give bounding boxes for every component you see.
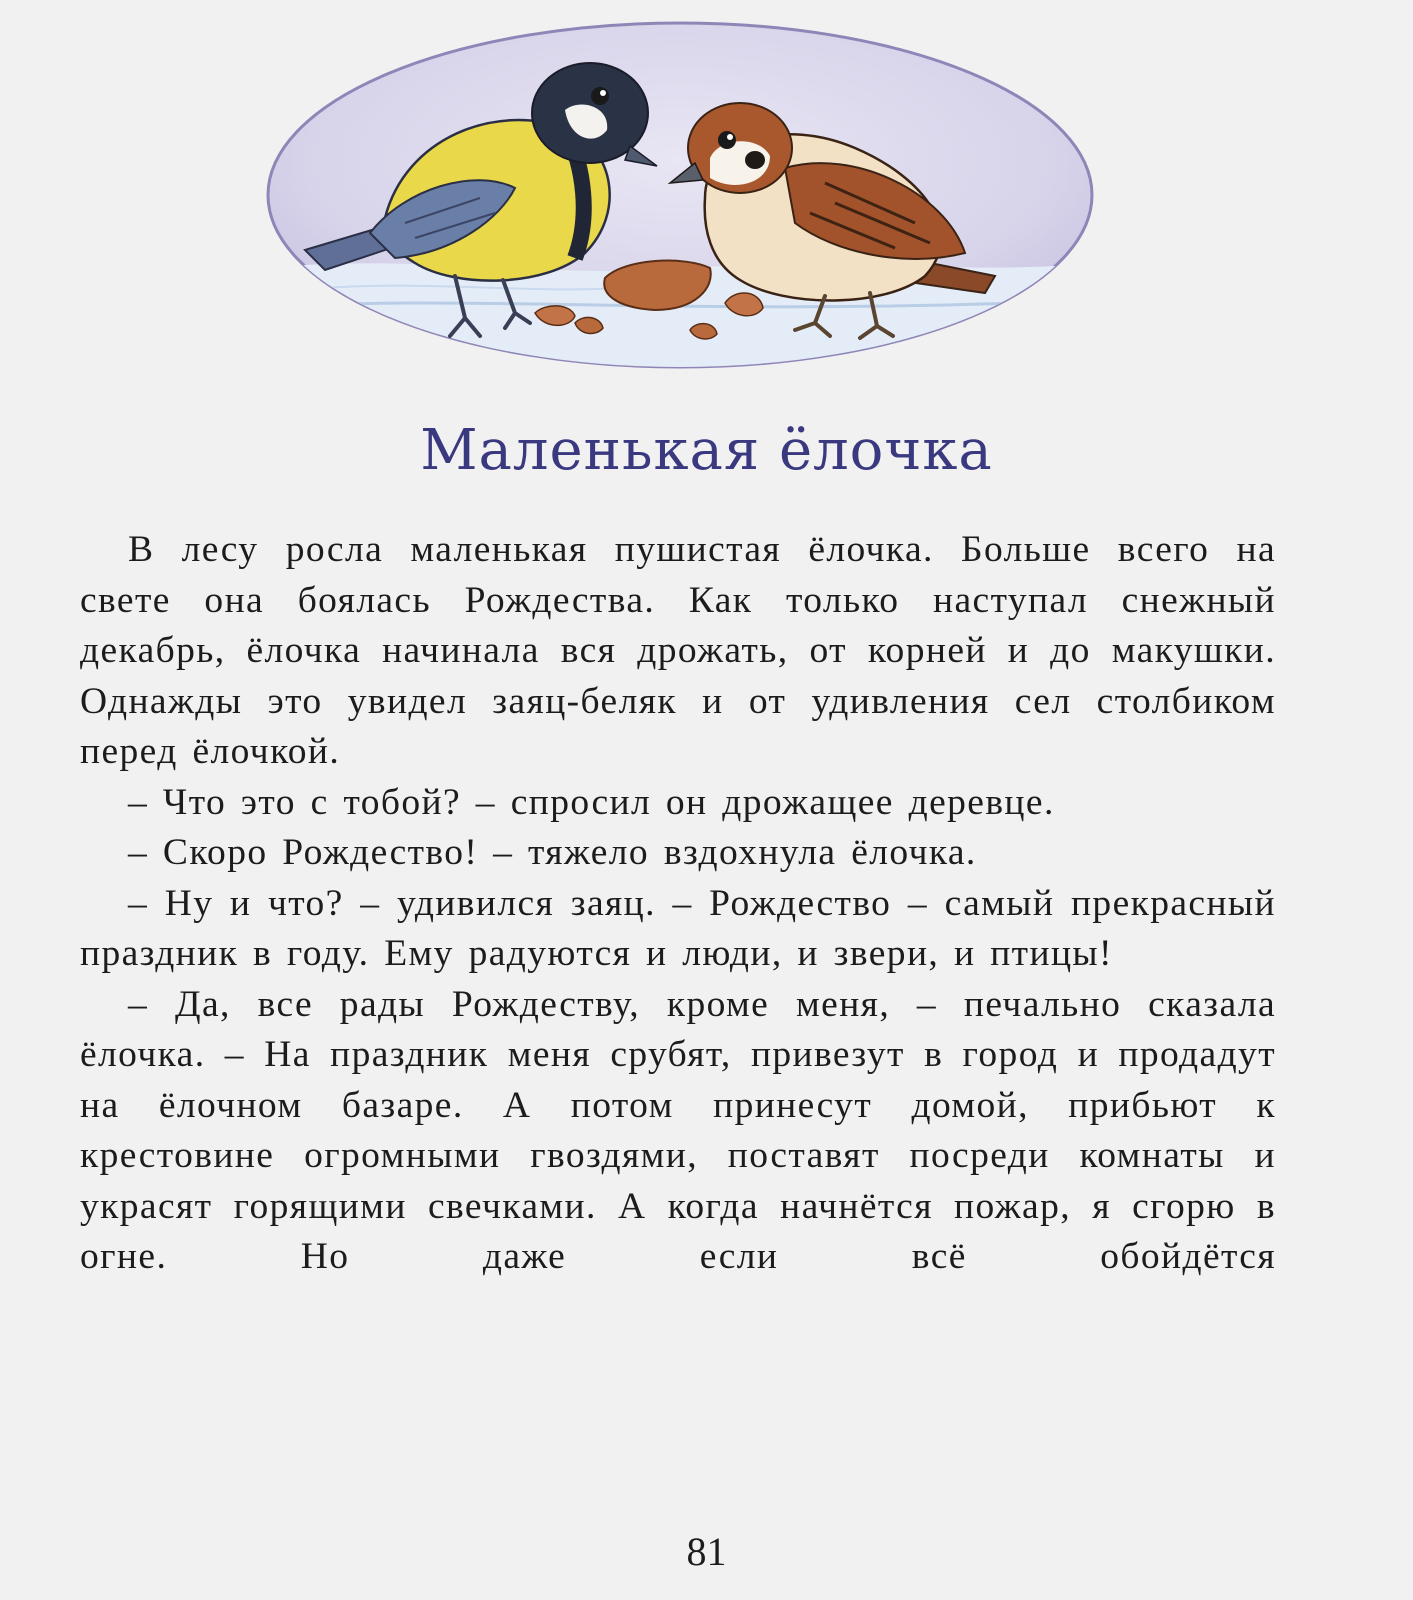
story-text: [80, 525, 1276, 1283]
paragraph-dialogue-3: – Ну и что? – удивился заяц. – Рождество – самый прекрасный праздник в году. Ему радуются и люди, и звери, и птицы!: [80, 882, 1276, 974]
story-title: Маленькая ёлочка: [420, 418, 993, 483]
paragraph-dialogue-2: – Скоро Рождество! – тяжело вздохнула ёлочка.: [128, 832, 977, 873]
birds-illustration: [265, 18, 1095, 373]
paragraph-dialogue-1: – Что это с тобой? – спросил он дрожащее деревце.: [128, 781, 1055, 823]
paragraph-intro: В лесу росла маленькая пушистая ёлочка. Больше всего на свете она боялась Рождества. Как только наступал снежный декабрь, ёлочка начинала вся дрожать, от корней и до макушки. Однажды это увидел заяц-беляк и от удивления сел столбиком перед ёлочкой.: [80, 529, 1276, 772]
page-number: 81: [686, 1529, 727, 1574]
birds-illustration-icon: [265, 18, 1095, 373]
paragraph-dialogue-4: – Да, все рады Рождеству, кроме меня, – печально сказала ёлочка. – На праздник меня срубят, привезут в город и продадут на ёлочном базаре. А потом принесут домой, прибьют к крестовине огромными гвоздями, поставят посреди комнаты и украсят горящими свечками. А когда начнётся пожар, я сгорю в огне. Но даже если всё обойдётся: [80, 983, 1276, 1277]
